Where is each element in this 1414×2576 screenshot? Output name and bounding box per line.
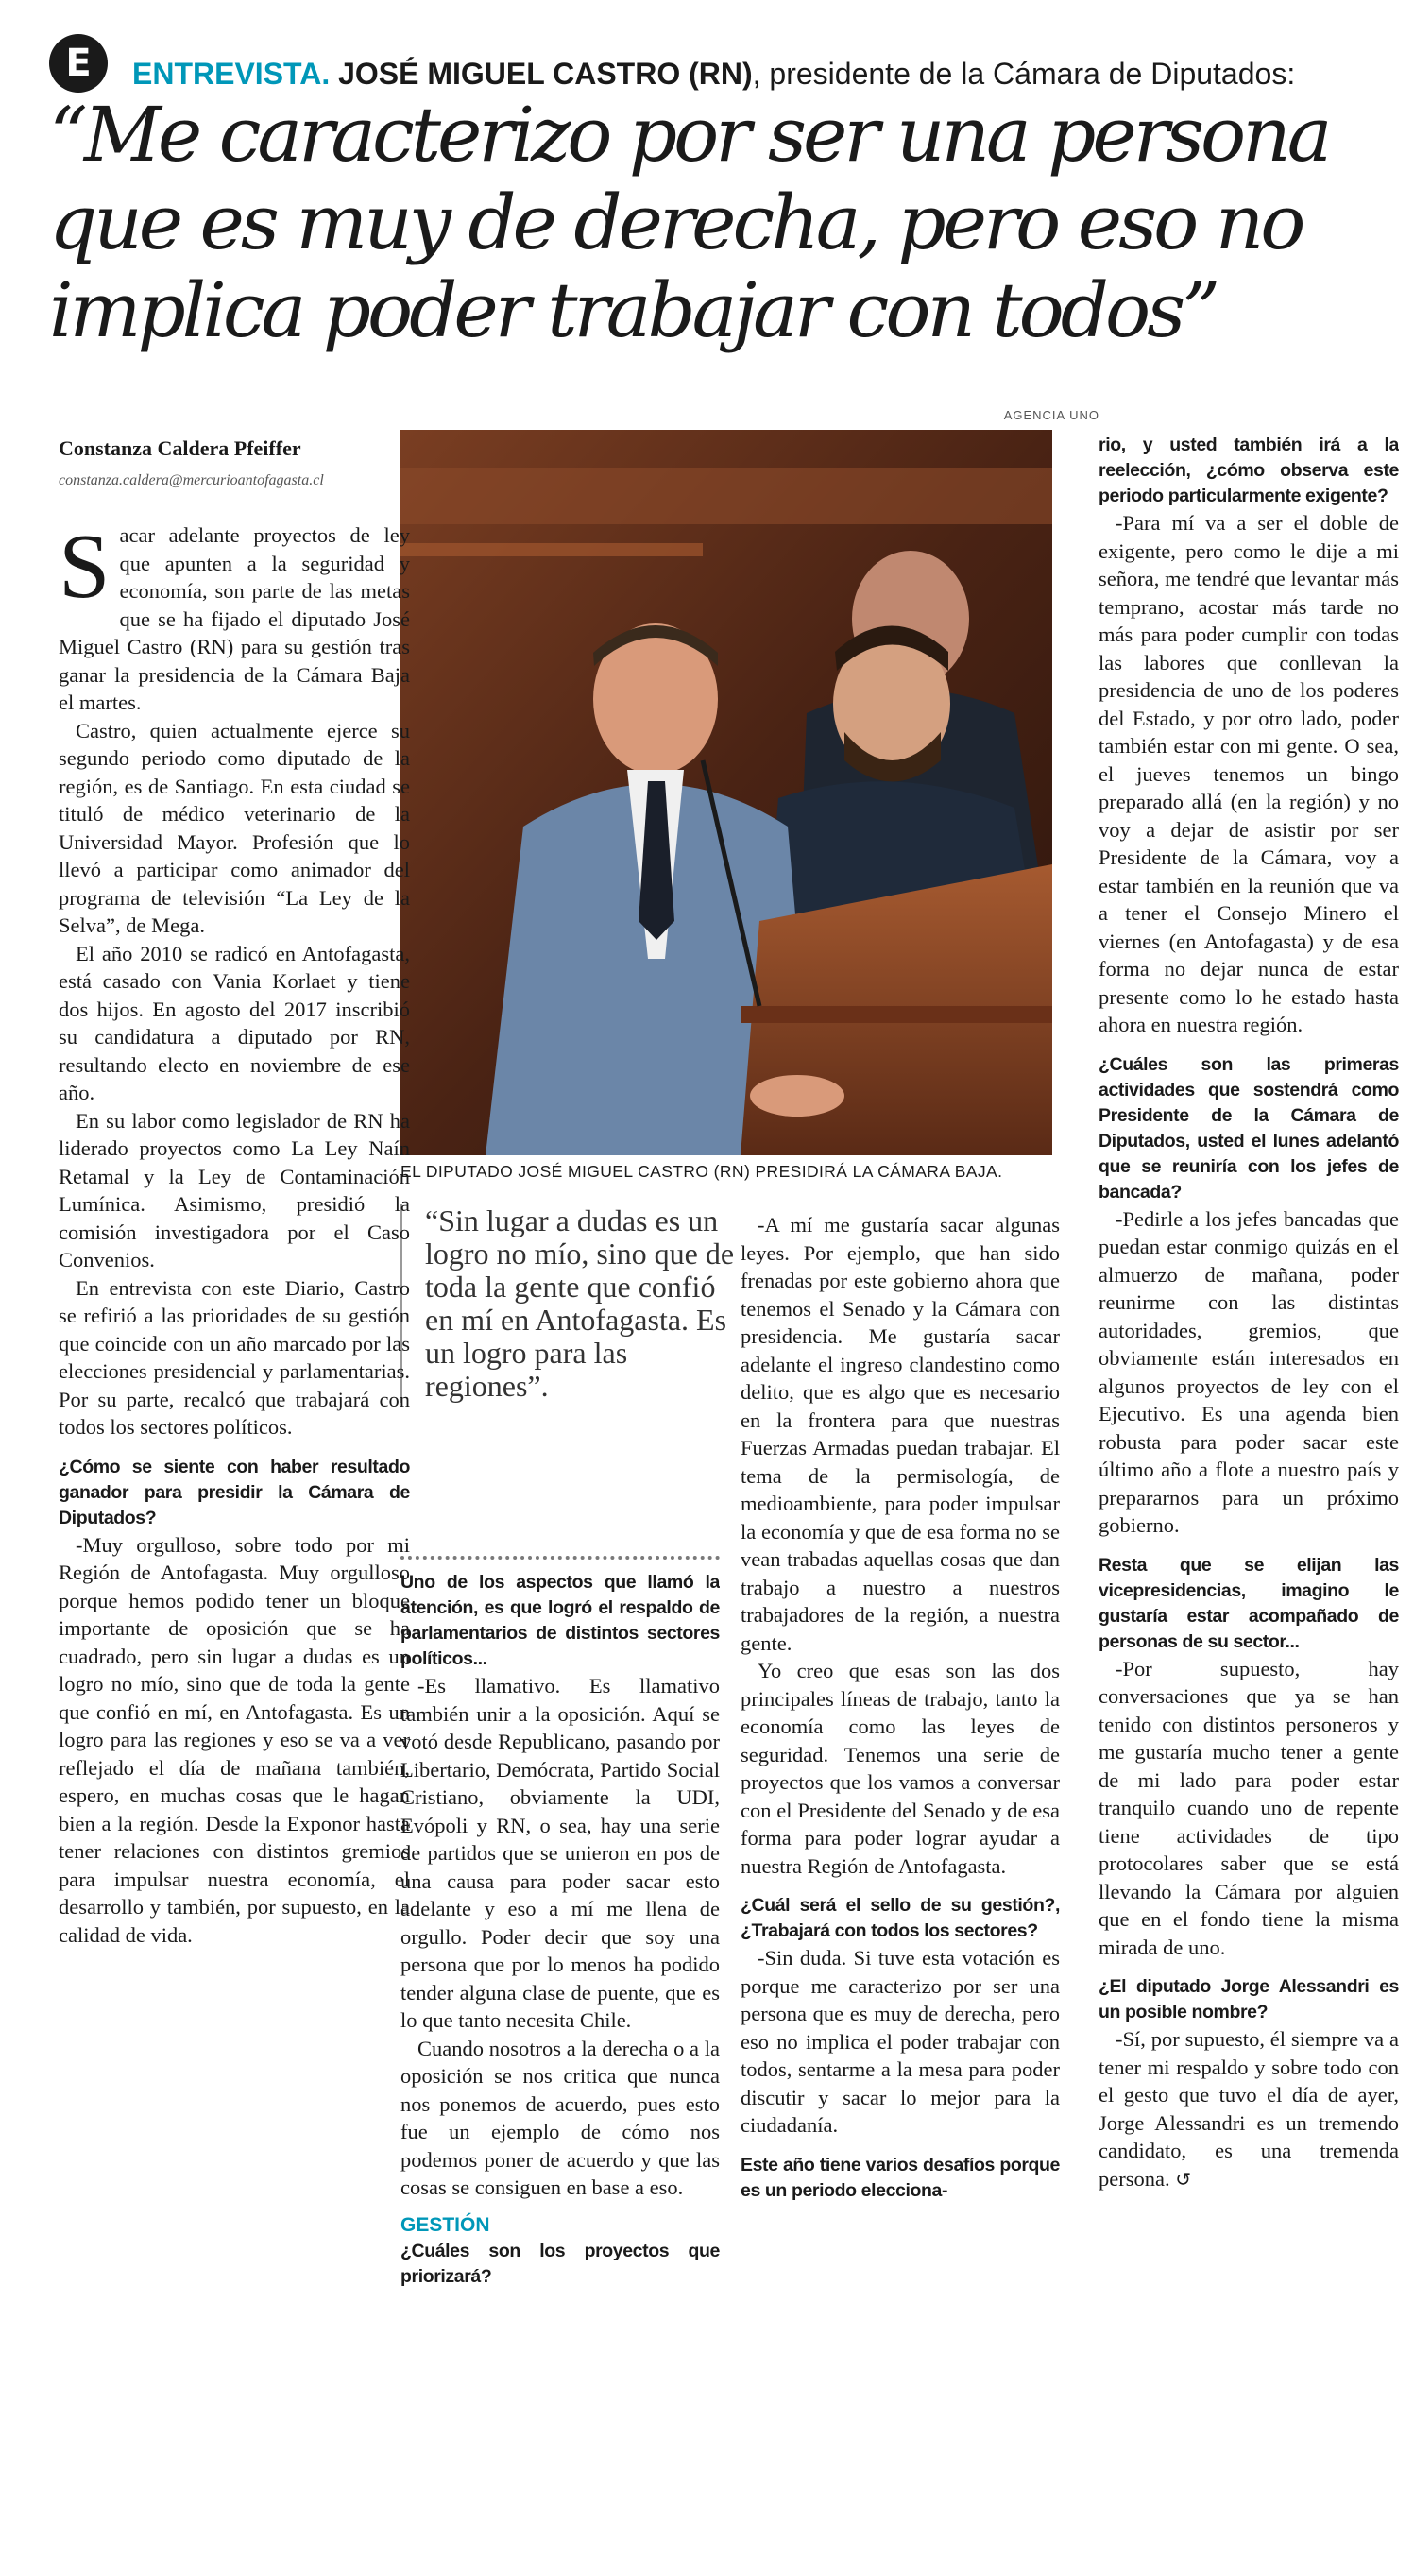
section-badge: E bbox=[49, 34, 108, 93]
subject-name: JOSÉ MIGUEL CASTRO (RN) bbox=[338, 57, 753, 91]
interview-question: ¿El diputado Jorge Alessandri es un posible nombre? bbox=[1099, 1976, 1399, 2022]
article-column-4 bbox=[1099, 433, 1399, 2552]
pull-quote-divider bbox=[400, 1556, 720, 1560]
interview-question: ¿Cuáles son las primeras actividades que sostendrá como Presidente de la Cámara de Diputados, usted el lunes adelantó que se reuniría con los jefes de bancada? bbox=[1099, 1053, 1399, 1203]
interview-answer: -A mí me gustaría sacar algunas leyes. Por ejemplo, que han sido frenadas por este gobierno ahora que tenemos el Senado y la Cámara con presidencia. Me gustaría sacar adelante el ingreso clandestino como delito, que es algo que es necesario en la frontera para que nuestras Fuerzas Armadas puedan trabajar. El tema de la permisología, de medioambiente, para poder impulsar la economía y que de esa forma no se vean trabadas aquellas cosas que dan trabajo a nuestro a nuestros trabajadores de la región, a nuestra gente. bbox=[741, 1213, 1060, 1655]
kicker bbox=[132, 55, 1398, 93]
interview-question: Resta que se elijan las vicepresidencias, imagino le gustaría estar acompañado de personas de su sector... bbox=[1099, 1554, 1399, 1652]
interview-question: Uno de los aspectos que llamó la atención, es que logró el respaldo de parlamentarios de distintos sectores políticos... bbox=[400, 1572, 720, 1669]
article-column-1 bbox=[59, 521, 410, 2552]
interview-question: ¿Cómo se siente con haber resultado ganador para presidir la Cámara de Diputados? bbox=[59, 1456, 410, 1528]
interview-answer bbox=[1099, 2025, 1399, 2193]
interview-answer: -Sin duda. Si tuve esta votación es porque me caracterizo por ser una persona que es muy de derecha, pero eso no implica el poder trabajar con todos, sentarme a la mesa para poder discutir y sacar lo mejor para la ciudadanía. bbox=[741, 1946, 1060, 2137]
article-photo bbox=[400, 430, 1052, 1155]
headline: “Me caracterizo por ser una persona que es muy de derecha, pero eso no implica poder trabajar con todos” bbox=[49, 91, 1329, 354]
interview-question: Este año tiene varios desafíos porque es un periodo elecciona- bbox=[741, 2154, 1060, 2201]
section-label: ENTREVISTA. bbox=[132, 57, 331, 91]
photo-caption: EL DIPUTADO JOSÉ MIGUEL CASTRO (RN) PRESIDIRÁ LA CÁMARA BAJA. bbox=[400, 1162, 1003, 1181]
byline-author: Constanza Caldera Pfeiffer bbox=[59, 436, 301, 460]
article-column-3 bbox=[741, 1211, 1060, 2552]
interview-answer: -Pedirle a los jefes bancadas que puedan estar conmigo quizás en el almuerzo de mañana, poder reunirme con las distintas autoridades, gremios, que obviamente están interesados en algunos proyectos de ley con el Ejecutivo. Es una agenda bien robusta para poder sacar este último año a flote a nuestro país y prepararnos para un próximo gobierno. bbox=[1099, 1206, 1399, 1537]
interview-question: rio, y usted también irá a la reelección, ¿cómo observa este periodo particularmente exigente? bbox=[1099, 435, 1399, 506]
article-column-2 bbox=[400, 1570, 720, 2552]
end-of-article-icon: ↺ bbox=[1175, 2167, 1191, 2191]
paragraph: Castro, quien actualmente ejerce su segundo periodo como diputado de la región, es de Santiago. En esta ciudad se tituló de médico veterinario de la Universidad Mayor. Profesión que lo llevó a participar como animador del programa de televisión “La Ley de la Selva”, de Mega. bbox=[59, 718, 410, 937]
drop-cap: S bbox=[59, 521, 111, 618]
subject-role: , presidente de la Cámara de Diputados: bbox=[752, 57, 1296, 91]
interview-answer: Cuando nosotros a la derecha o a la oposición se nos critica que nunca nos ponemos de acuerdo, pues esto fue un ejemplo de cómo nos podemos poner de acuerdo y que las cosas se consiguen en base a eso. bbox=[400, 2036, 720, 2199]
lead-paragraph: acar adelante proyectos de ley que apunten a la seguridad y economía, son parte de las metas que se ha fijado el diputado José Miguel Castro (RN) para su gestión tras ganar la presidencia de la Cámara Baja el martes. bbox=[59, 523, 410, 714]
paragraph: El año 2010 se radicó en Antofagasta, está casado con Vania Korlaet y tiene dos hijos. En agosto del 2017 inscribió su candidatura a diputado por RN, resultando electo en noviembre de ese año. bbox=[59, 941, 410, 1104]
interview-answer: -Es llamativo. Es llamativo también unir a la oposición. Aquí se votó desde Republicano, pasando por Libertario, Demócrata, Partido Social Cristiano, obviamente la UDI, Evópoli y RN, o sea, hay una serie de partidos que se unieron en pos de una causa para poder sacar esto adelante y eso a mí me llena de orgullo. Poder decir que soy una persona que por lo menos ha podido tender alguna clase de puente, que es lo que tanto necesita Chile. bbox=[400, 1674, 720, 2032]
paragraph: En entrevista con este Diario, Castro se refirió a las prioridades de su gestión que coincide con un año marcado por las elecciones presidencial y parlamentarias. Por su parte, recalcó que trabajará con todos los sectores políticos. bbox=[59, 1275, 410, 1439]
interview-answer: Yo creo que esas son las dos principales líneas de trabajo, tanto la economía como las leyes de seguridad. Tenemos una serie de proyectos que los vamos a conversar con el Presidente del Senado y de esa forma para poder lograr ayudar a nuestra Región de Antofagasta. bbox=[741, 1659, 1060, 1878]
interview-answer: -Por supuesto, hay conversaciones que ya se han tenido con distintos personeros y me gustaría mucho tener a gente de mi lado para poder estar tranquilo cuando uno de repente tiene actividades de tipo protocolares saber que se está llevando la Cámara por alguien que en el fondo tiene la misma mirada de uno. bbox=[1099, 1656, 1399, 1959]
pull-quote: “Sin lugar a dudas es un logro no mío, sino que de toda la gente que confió en mí en Antofagasta. Es un logro para las regiones”. bbox=[400, 1204, 746, 1403]
subheading: GESTIÓN bbox=[400, 2213, 490, 2236]
interview-question: ¿Cuáles son los proyectos que priorizará? bbox=[400, 2241, 720, 2287]
byline-email[interactable]: constanza.caldera@mercurioantofagasta.cl bbox=[59, 472, 324, 488]
interview-answer: -Muy orgulloso, sobre todo por mi Región de Antofagasta. Muy orgulloso porque hemos podido tener un bloque importante de oposición que se ha cuadrado, pero sin lugar a dudas es un logro no mío, sino que de toda la gente que confió en mí, en Antofagasta. Es un logro para las regiones y eso se va a ver reflejado el día de mañana también, espero, en muchas cosas que le hagan bien a la región. Desde la Exponor hasta tener relaciones con distintos gremios para impulsar nuestra economía, el desarrollo y también, por supuesto, en la calidad de vida. bbox=[59, 1532, 410, 1947]
interview-answer: -Para mí va a ser el doble de exigente, pero como le dije a mi señora, me tendré que levantar más temprano, acostar más tarde no más para poder cumplir con todas las labores que conllevan la presidencia de uno de los poderes del Estado, y por otro lado, poder también estar con mi gente. O sea, el jueves tenemos un bingo preparado allá (en la región) y no voy a dejar de asistir por ser Presidente de la Cámara, voy a estar también en la reunión que va a tener el Consejo Minero el viernes (en Antofagasta) y de esa forma no dejar nunca de estar presente como lo he estado hasta ahora en nuestra región. bbox=[1099, 511, 1399, 1036]
answer-text: -Sí, por supuesto, él siempre va a tener mi respaldo y sobre todo con el gesto que tuvo el día de ayer, Jorge Alessandri es un tremendo candidato, es una tremenda persona. bbox=[1099, 2027, 1399, 2191]
photo-illustration bbox=[400, 430, 1052, 1155]
interview-question: ¿Cuál será el sello de su gestión?, ¿Trabajará con todos los sectores? bbox=[741, 1895, 1060, 1941]
photo-credit: AGENCIA UNO bbox=[1003, 408, 1099, 422]
paragraph: En su labor como legislador de RN ha liderado proyectos como La Ley Naín Retamal y la Ley de Contaminación Lumínica. Asimismo, presidió la comisión investigadora por el Caso Convenios. bbox=[59, 1108, 410, 1271]
